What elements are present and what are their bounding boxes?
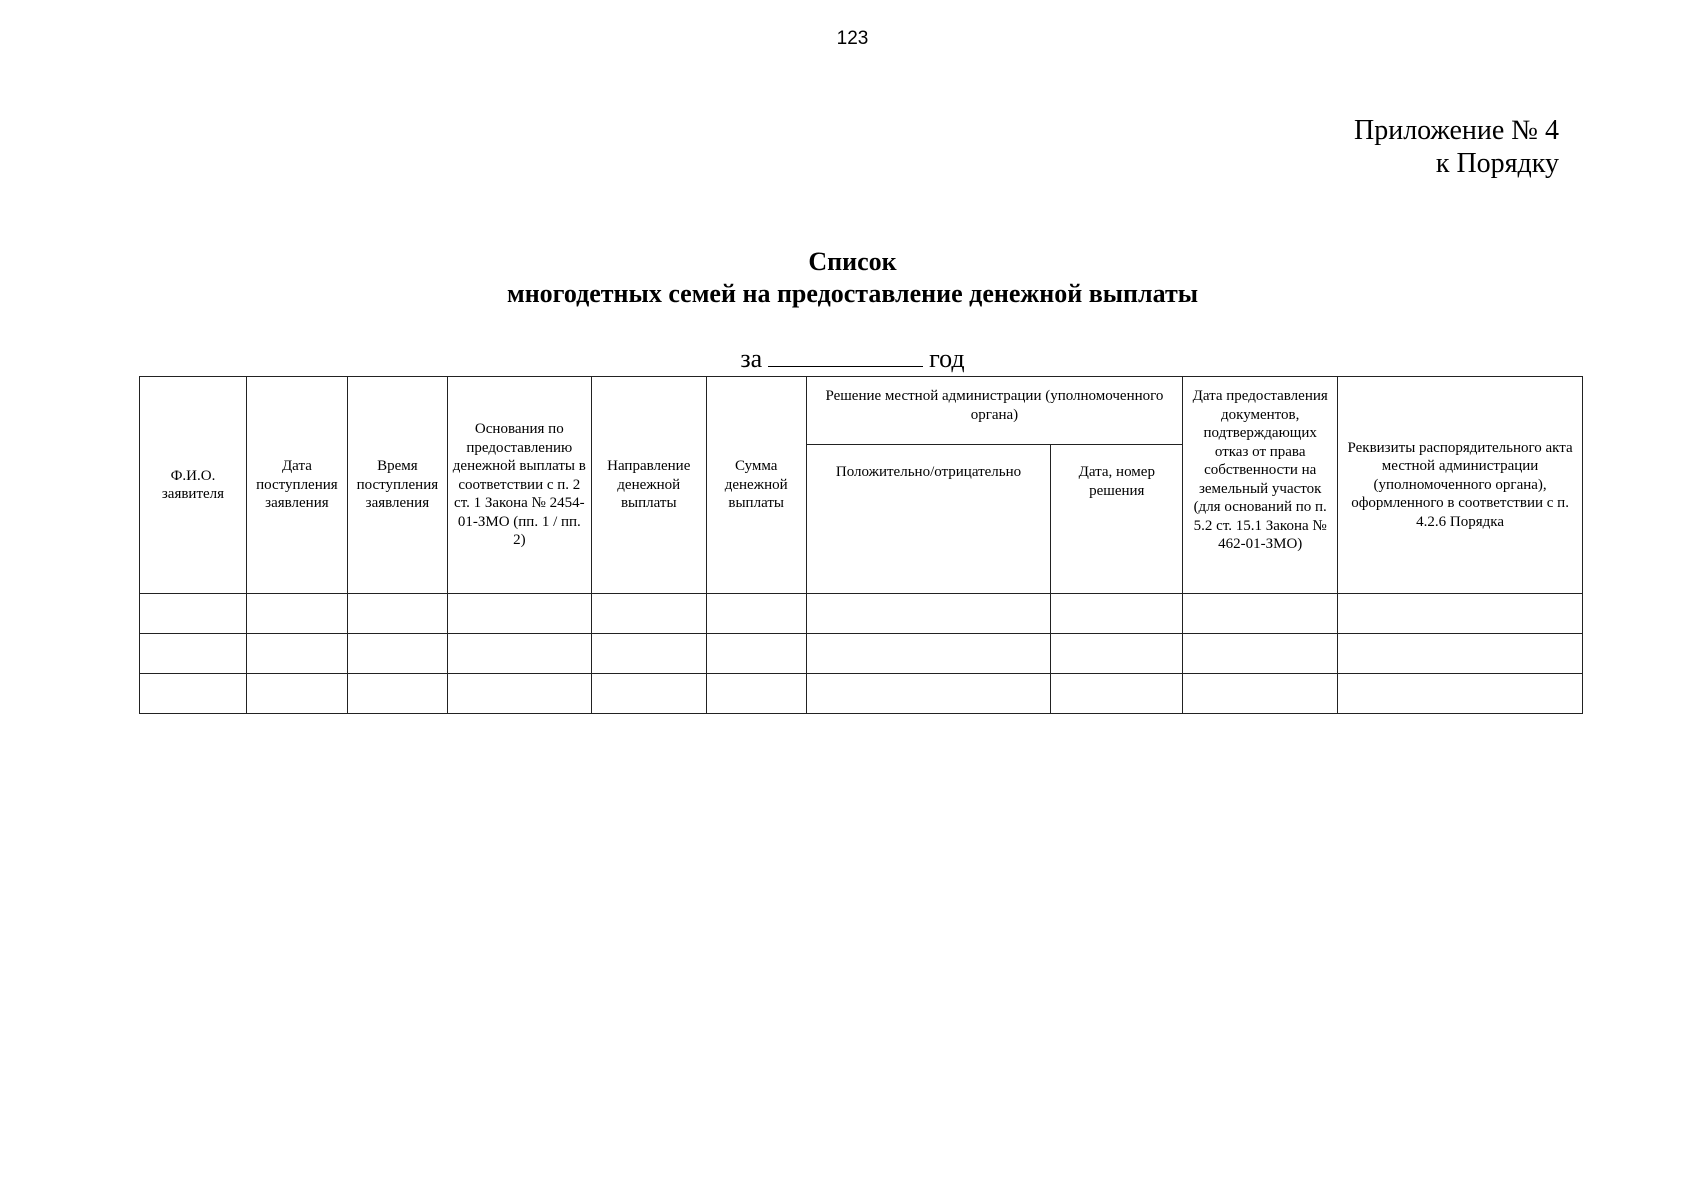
period-suffix: год: [929, 344, 965, 373]
header-amount: Сумма денежной выплаты: [706, 377, 806, 594]
table-row: [140, 594, 1583, 634]
header-decision-date: Дата, номер решения: [1051, 445, 1183, 594]
year-blank-field[interactable]: [768, 344, 923, 367]
title-line1: Список: [808, 247, 897, 276]
header-grounds: Основания по предоставлению денежной выплаты в соответствии с п. 2 ст. 1 Закона № 2454-01-ЗМО (пп. 1 / пп. 2): [447, 377, 591, 594]
appendix-line1: Приложение № 4: [1354, 115, 1559, 146]
header-fio: Ф.И.О. заявителя: [140, 377, 247, 594]
header-direction: Направление денежной выплаты: [591, 377, 706, 594]
appendix-label: [1354, 114, 1559, 180]
header-decision-group: Решение местной администрации (уполномоченного органа): [806, 377, 1183, 445]
header-date-received: Дата поступления заявления: [246, 377, 347, 594]
header-act-details: Реквизиты распорядительного акта местной администрации (уполномоченного органа), оформленного в соответствии с п. 4.2.6 Порядка: [1338, 377, 1583, 594]
header-decision-result: Положительно/отрицательно: [806, 445, 1051, 594]
header-time-received: Время поступления заявления: [347, 377, 447, 594]
period-line: [0, 344, 1697, 374]
appendix-line2: к Порядку: [1435, 148, 1559, 179]
header-docs-date: Дата предоставления документов, подтверждающих отказ от права собственности на земельный участок (для оснований по п. 5.2 ст. 15.1 Закона № 462-01-ЗМО): [1183, 377, 1338, 594]
families-table: [139, 376, 1583, 714]
document-title: [0, 246, 1697, 310]
table-row: [140, 634, 1583, 674]
period-prefix: за: [740, 344, 763, 373]
page-number: 123: [836, 28, 869, 49]
title-line2: многодетных семей на предоставление денежной выплаты: [506, 279, 1199, 308]
table-row: [140, 674, 1583, 714]
